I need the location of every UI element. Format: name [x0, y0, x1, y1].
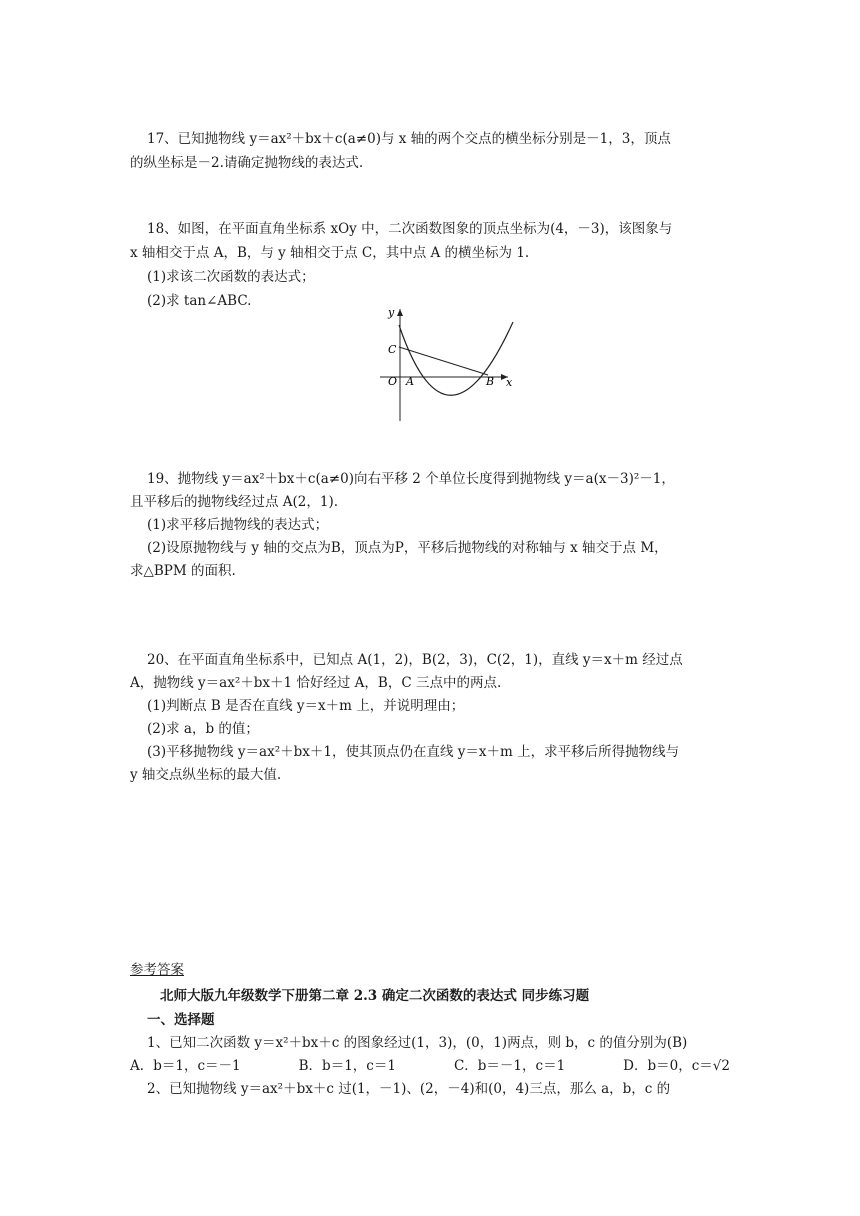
- answer-1-options: [130, 1056, 730, 1076]
- figure-y-arrow: [397, 309, 403, 316]
- option-b: B．b＝1，c＝1: [298, 1058, 396, 1074]
- answers-section-heading: 一、选择题: [147, 1012, 215, 1028]
- option-c: C．b＝－1，c＝1: [453, 1058, 566, 1074]
- q20-part1: (1)判断点 B 是否在直线 y＝x＋m 上，并说明理由；: [147, 698, 465, 714]
- q19-line2: 且平移后的抛物线经过点 A(2，1).: [130, 494, 339, 510]
- q18-part2: (2)求 tan∠ABC.: [147, 293, 252, 309]
- q18-line2: x 轴相交于点 A，B，与 y 轴相交于点 C，其中点 A 的横坐标为 1.: [130, 245, 530, 261]
- figure-label-a: A: [406, 375, 414, 388]
- q19-part3: 求△BPM 的面积.: [130, 563, 236, 579]
- q20-line1: 20、在平面直角坐标系中，已知点 A(1，2)，B(2，3)，C(2，1)，直线 y＝x＋m 经过点: [147, 652, 683, 668]
- q17-line1: 17、已知抛物线 y＝ax²＋bx＋c(a≠0)与 x 轴的两个交点的横坐标分别是－1，3，顶点: [147, 131, 671, 147]
- q20-part3: (3)平移抛物线 y＝ax²＋bx＋1，使其顶点仍在直线 y＝x＋m 上，求平移后所得抛物线与: [147, 744, 680, 760]
- q19-line1: 19、抛物线 y＝ax²＋bx＋c(a≠0)向右平移 2 个单位长度得到抛物线 y＝a(x－3)²－1，: [147, 471, 675, 487]
- figure-label-o: O: [388, 375, 398, 388]
- q17-line2: 的纵坐标是－2.请确定抛物线的表达式.: [130, 155, 364, 171]
- q19-part2: (2)设原抛物线与 y 轴的交点为B，顶点为P，平移后抛物线的对称轴与 x 轴交于点 M，: [147, 540, 668, 556]
- figure-parabola: [399, 322, 513, 395]
- answer-1-question: 1、已知二次函数 y＝x²＋bx＋c 的图象经过(1，3)，(0，1)两点，则 b，c 的值分别为(B): [147, 1035, 688, 1051]
- q18-line1: 18、如图，在平面直角坐标系 xOy 中，二次函数图象的顶点坐标为(4，－3)，该图象与: [147, 221, 673, 237]
- option-d: D．b＝0，c＝√2: [623, 1058, 730, 1074]
- figure-label-c: C: [388, 343, 397, 356]
- q18-part1: (1)求该二次函数的表达式；: [147, 269, 315, 285]
- answer-2-question: 2、已知抛物线 y＝ax²＋bx＋c 过(1，－1)、(2，－4)和(0，4)三点，那么 a，b，c 的: [147, 1081, 671, 1097]
- q19-part1: (1)求平移后抛物线的表达式；: [147, 517, 329, 533]
- answers-label: 参考答案: [130, 962, 184, 978]
- q20-part2: (2)求 a，b 的值；: [147, 721, 259, 737]
- option-a: A．b＝1，c＝－1: [130, 1058, 241, 1074]
- figure-label-y: y: [388, 306, 395, 319]
- answers-title: 北师大版九年级数学下册第二章 2.3 确定二次函数的表达式 同步练习题: [160, 988, 590, 1004]
- figure-segment-cb: [399, 347, 488, 375]
- figure-label-b: B: [486, 375, 495, 388]
- q20-part4: y 轴交点纵坐标的最大值.: [130, 767, 282, 783]
- figure-label-x: x: [506, 376, 513, 389]
- q20-line2: A，抛物线 y＝ax²＋bx＋1 恰好经过 A，B，C 三点中的两点.: [130, 675, 502, 691]
- q18-figure: [368, 303, 528, 425]
